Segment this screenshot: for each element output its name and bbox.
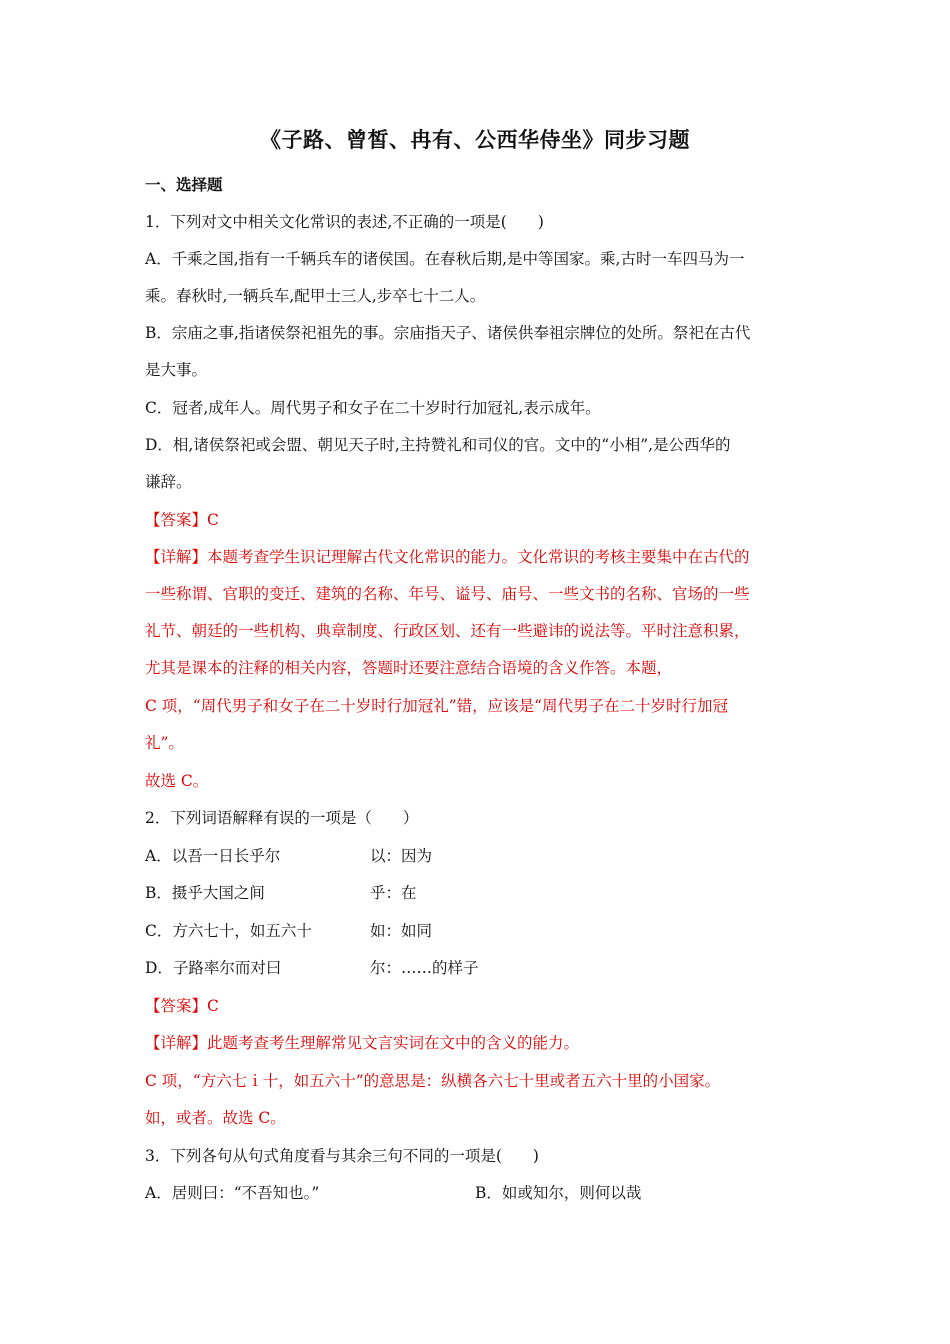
q2-explanation-line1: 【详解】此题考查考生理解常见文言实词在文中的含义的能力。	[145, 1034, 580, 1052]
q3-option-a: A．居则曰：“不吾知也。”	[145, 1184, 320, 1202]
q3-stem: 3．下列各句从句式角度看与其余三句不同的一项是( )	[145, 1147, 539, 1165]
q1-explanation-line1: 【详解】本题考查学生识记理解古代文化常识的能力。文化常识的考核主要集中在古代的	[145, 548, 750, 566]
q1-option-d-line2: 谦辞。	[145, 473, 192, 491]
q1-option-c: C．冠者,成年人。周代男子和女子在二十岁时行加冠礼,表示成年。	[145, 399, 601, 417]
q1-option-b-line2: 是大事。	[145, 361, 208, 379]
q1-option-b-line1: B．宗庙之事,指诸侯祭祀祖先的事。宗庙指天子、诸侯供奉祖宗牌位的处所。祭祀在古代	[145, 324, 751, 342]
q2-option-c-left: C．方六七十，如五六十	[145, 922, 312, 940]
q2-explanation-line3: 如，或者。故选 C。	[145, 1109, 286, 1127]
q1-explanation-line6: 礼”。	[145, 734, 184, 752]
q2-option-b-right: 乎：在	[370, 884, 417, 902]
q2-answer: 【答案】C	[145, 997, 219, 1015]
q2-stem: 2．下列词语解释有误的一项是（ ）	[145, 809, 419, 827]
q1-explanation-line7: 故选 C。	[145, 772, 209, 790]
q1-explanation-line3: 礼节、朝廷的一些机构、典章制度、行政区划、还有一些避讳的说法等。平时注意积累，	[145, 622, 750, 640]
q1-option-a-line1: A．千乘之国,指有一千辆兵车的诸侯国。在春秋后期,是中等国家。乘,古时一车四马为一	[145, 250, 745, 268]
q1-stem: 1．下列对文中相关文化常识的表述,不正确的一项是( )	[145, 213, 544, 231]
q2-option-a-left: A．以吾一日长乎尔	[145, 847, 281, 865]
q1-answer: 【答案】C	[145, 511, 219, 529]
q2-option-c-right: 如：如同	[370, 922, 433, 940]
q1-option-a-line2: 乘。春秋时,一辆兵车,配甲士三人,步卒七十二人。	[145, 287, 486, 305]
q1-option-d-line1: D．相,诸侯祭祀或会盟、朝见天子时,主持赞礼和司仪的官。文中的“小相”,是公西华的	[145, 436, 731, 454]
q1-explanation-line2: 一些称谓、官职的变迁、建筑的名称、年号、谥号、庙号、一些文书的名称、官场的一些	[145, 585, 750, 603]
q3-option-b: B．如或知尔，则何以哉	[475, 1184, 642, 1202]
q1-explanation-line4: 尤其是课本的注释的相关内容，答题时还要注意结合语境的含义作答。本题，	[145, 659, 673, 677]
q2-option-d-right: 尔：……的样子	[370, 959, 479, 977]
page-title: 《子路、曾皙、冉有、公西华侍坐》同步习题	[260, 127, 690, 152]
q1-explanation-line5: C 项，“周代男子和女子在二十岁时行加冠礼”错，应该是“周代男子在二十岁时行加冠	[145, 697, 729, 715]
q2-explanation-line2: C 项，“方六七ｉ十，如五六十”的意思是：纵横各六七十里或者五六十里的小国家。	[145, 1072, 721, 1090]
q2-option-a-right: 以：因为	[370, 847, 433, 865]
section-heading: 一、选择题	[145, 175, 223, 194]
q2-option-d-left: D．子路率尔而对曰	[145, 959, 282, 977]
q2-option-b-left: B．摄乎大国之间	[145, 884, 265, 902]
